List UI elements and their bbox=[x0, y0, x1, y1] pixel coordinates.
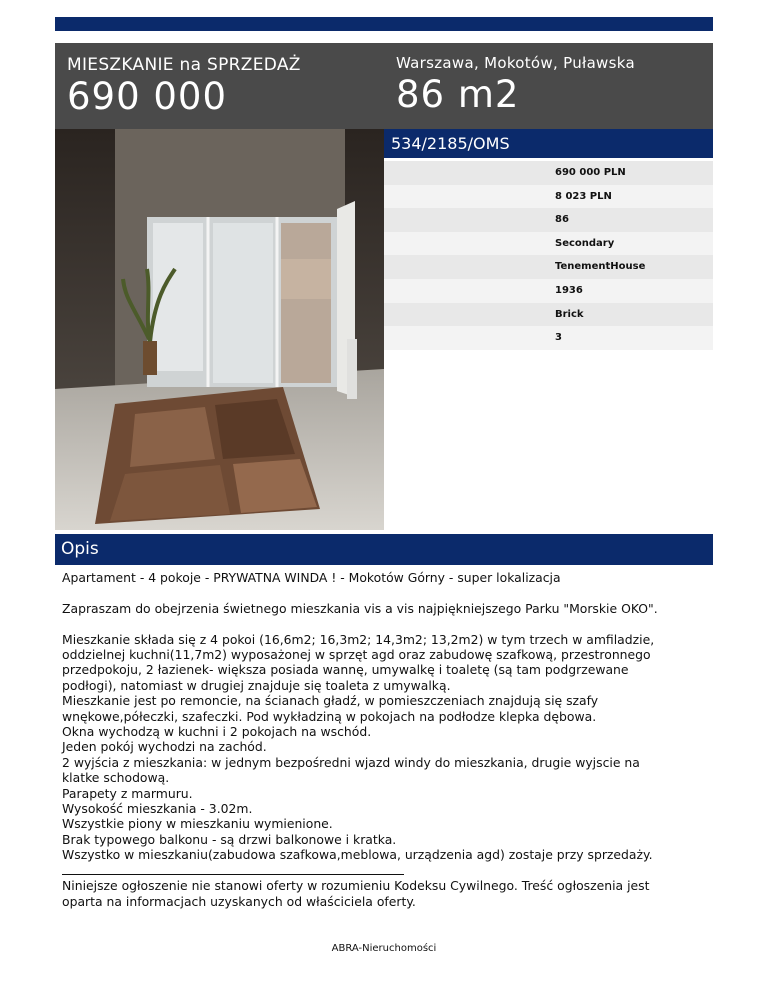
desc-line: Mieszkanie składa się z 4 pokoi (16,6m2; 16,3m2; 14,3m2; 13,2m2) w tym trzech w amfiladzie, bbox=[62, 631, 655, 647]
desc-gap bbox=[62, 585, 702, 600]
desc-line: wnękowe,półeczki, szafeczki. Pod wykładziną w pokojach na podłodze klepka dębowa. bbox=[62, 708, 597, 724]
header-right bbox=[396, 43, 706, 129]
desc-line: Wszystko w mieszkaniu(zabudowa szafkowa,meblowa, urządzenia agd) zostaje przy sprzedaży. bbox=[62, 847, 653, 863]
description-heading: Opis bbox=[55, 534, 713, 565]
desc-line: 2 wyjścia z mieszkania: w jednym bezpośredni wjazd windy do mieszkania, drugie wyjscie na bbox=[62, 754, 640, 770]
detail-price-per-m2: 8 023 PLN bbox=[384, 185, 713, 209]
desc-line: Okna wychodzą w kuchni i 2 pokojach na wschód. bbox=[62, 724, 372, 740]
detail-rooms: 3 bbox=[384, 326, 713, 350]
listing-header bbox=[55, 43, 713, 129]
desc-line: Apartament - 4 pokoje - PRYWATNA WINDA ! - Mokotów Górny - super lokalizacja bbox=[62, 570, 561, 585]
desc-line: Brak typowego balkonu - są drzwi balkonowe i kratka. bbox=[62, 831, 397, 847]
listing-price: 690 000 bbox=[67, 75, 228, 118]
desc-line: Zapraszam do obejrzenia świetnego mieszkania vis a vis najpiękniejszego Parku "Morskie OKO". bbox=[62, 600, 658, 616]
desc-gap bbox=[62, 616, 702, 631]
desc-line: Jeden pokój wychodzi na zachód. bbox=[62, 739, 267, 755]
desc-line: Wszystkie piony w mieszkaniu wymienione. bbox=[62, 816, 333, 832]
detail-price-total: 690 000 PLN bbox=[384, 161, 713, 185]
details-table bbox=[384, 161, 713, 350]
detail-building-type: TenementHouse bbox=[384, 255, 713, 279]
description-body bbox=[62, 570, 702, 909]
apartment-photo bbox=[55, 129, 384, 530]
header-left bbox=[67, 43, 377, 129]
desc-line: przedpokoju, 2 łazienek- większa posiada wannę, umywalkę i toaletę (są tam podgrzewane bbox=[62, 662, 629, 678]
desc-rule-line bbox=[62, 863, 702, 878]
disclaimer-line: Niniejsze ogłoszenie nie stanowi oferty w rozumieniu Kodeksu Cywilnego. Treść ogłoszenia jest bbox=[62, 878, 650, 894]
desc-line: podłogi), natomiast w drugiej znajduje się toaleta z umywalką. bbox=[62, 677, 451, 693]
desc-line: Mieszkanie jest po remoncie, na ścianach gładź, w pomieszczeniach znajdują się szafy bbox=[62, 693, 599, 709]
disclaimer-line: oparta na informacjach uzyskanych od właściciela oferty. bbox=[62, 893, 416, 909]
apartment-photo-illustration bbox=[55, 129, 384, 530]
desc-line: Wysokość mieszkania - 3.02m. bbox=[62, 801, 253, 817]
top-banner bbox=[55, 17, 713, 31]
listing-area: 86 m2 bbox=[396, 73, 520, 116]
desc-line: klatke schodową. bbox=[62, 770, 170, 786]
listing-location: Warszawa, Mokotów, Puławska bbox=[396, 54, 635, 72]
detail-area: 86 bbox=[384, 208, 713, 232]
detail-build-year: 1936 bbox=[384, 279, 713, 303]
desc-line: Parapety z marmuru. bbox=[62, 785, 193, 801]
listing-reference: 534/2185/OMS bbox=[384, 129, 713, 158]
footer-agency: ABRA-Nieruchomości bbox=[331, 943, 437, 954]
detail-market: Secondary bbox=[384, 232, 713, 256]
desc-line: oddzielnej kuchni(11,7m2) wyposażonej w sprzęt agd oraz zabudowę szafkową, przestronnego bbox=[62, 647, 651, 662]
listing-type: MIESZKANIE na SPRZEDAŻ bbox=[67, 55, 301, 75]
separator-rule bbox=[62, 866, 404, 875]
detail-material: Brick bbox=[384, 303, 713, 327]
